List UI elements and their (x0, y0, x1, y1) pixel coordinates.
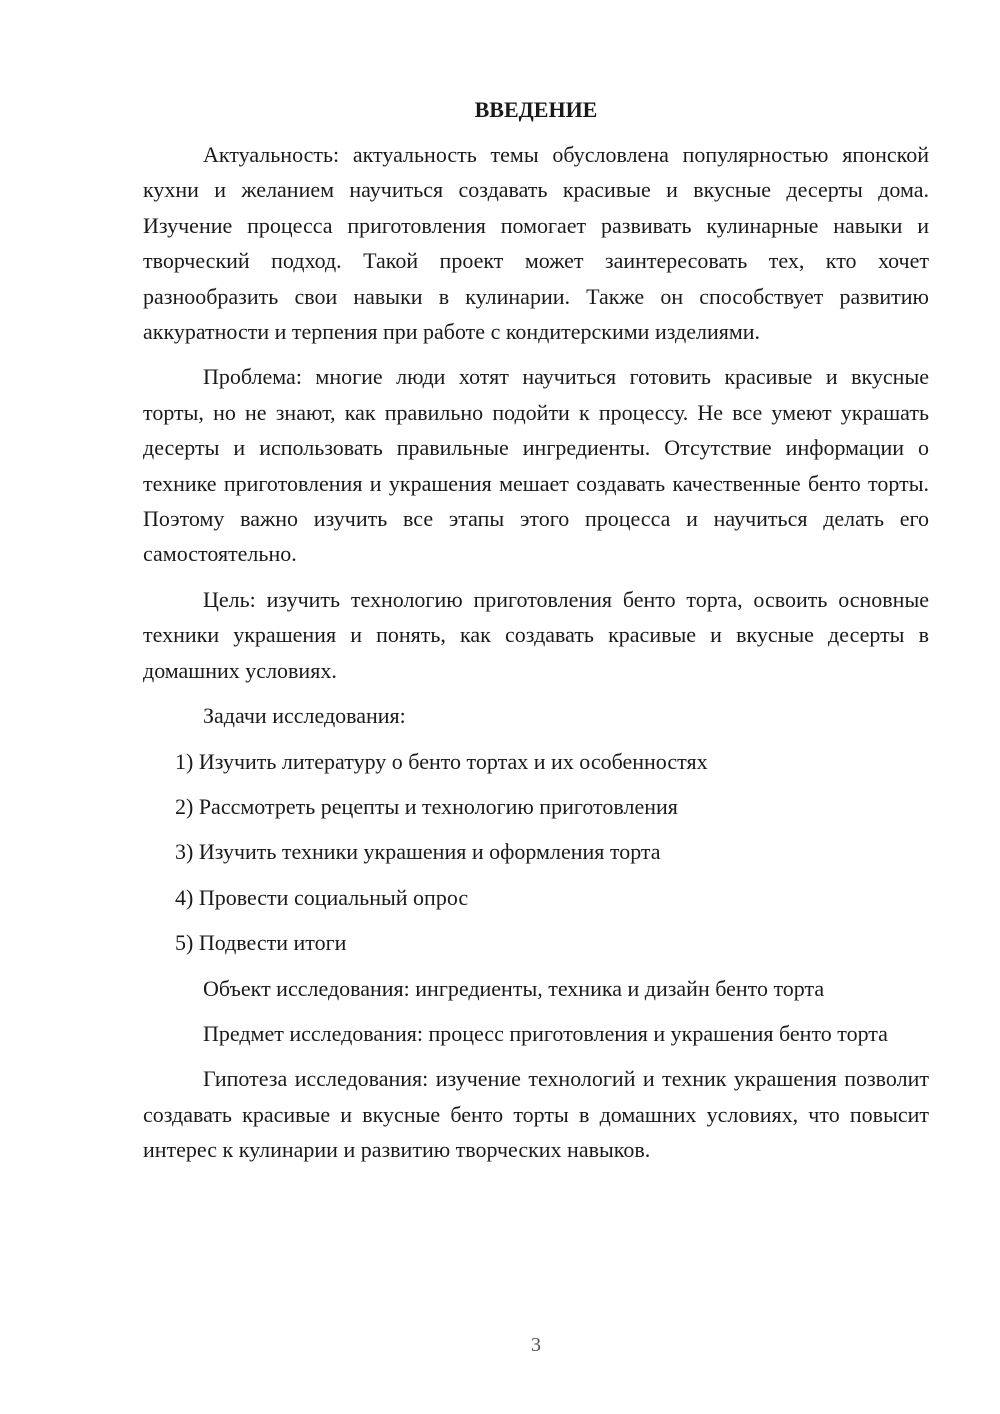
research-subject: Предмет исследования: процесс приготовления и украшения бенто торта (203, 1020, 888, 1046)
task-item-1: 1) Изучить литературу о бенто тортах и их особенностях (175, 748, 708, 774)
tasks-title: Задачи исследования: (203, 703, 406, 729)
research-hypothesis: Гипотеза исследования: изучение технологий и техник украшения позволит создавать красивые и вкусные бенто торты в домашних условиях, что повысит интерес к кулинарии и развитию творческих навыков. (143, 1066, 929, 1163)
page-number: 3 (531, 1334, 541, 1356)
goal-paragraph: Цель: изучить технологию приготовления бенто торта, освоить основные техники украшения и понять, как создавать красивые и вкусные десерты в домашних условиях. (143, 586, 929, 683)
research-object: Объект исследования: ингредиенты, техника и дизайн бенто торта (203, 975, 825, 1001)
task-item-2: 2) Рассмотреть рецепты и технологию приготовления (175, 793, 678, 819)
section-heading: ВВЕДЕНИЕ (474, 97, 598, 122)
task-item-4: 4) Провести социальный опрос (175, 884, 469, 910)
relevance-paragraph: Актуальность: актуальность темы обусловлена популярностью японской кухни и желанием научиться создавать красивые и вкусные десерты дома. Изучение процесса приготовления помогает развивать кулинарные навыки и творческий подход. Такой проект может заинтересовать тех, кто хочет разнообразить свои навыки в кулинарии. Также он способствует развитию аккуратности и терпения при работе с кондитерскими изделиями. (143, 142, 929, 345)
problem-paragraph: Проблема: многие люди хотят научиться готовить красивые и вкусные торты, но не знают, как правильно подойти к процессу. Не все умеют украшать десерты и использовать правильные ингредиенты. Отсутствие информации о технике приготовления и украшения мешает создавать качественные бенто торты. Поэтому важно изучить все этапы этого процесса и научиться делать его самостоятельно. (143, 364, 929, 567)
task-item-3: 3) Изучить техники украшения и оформления торта (175, 839, 661, 865)
task-item-5: 5) Подвести итоги (175, 930, 347, 956)
document-page (143, 92, 929, 1178)
